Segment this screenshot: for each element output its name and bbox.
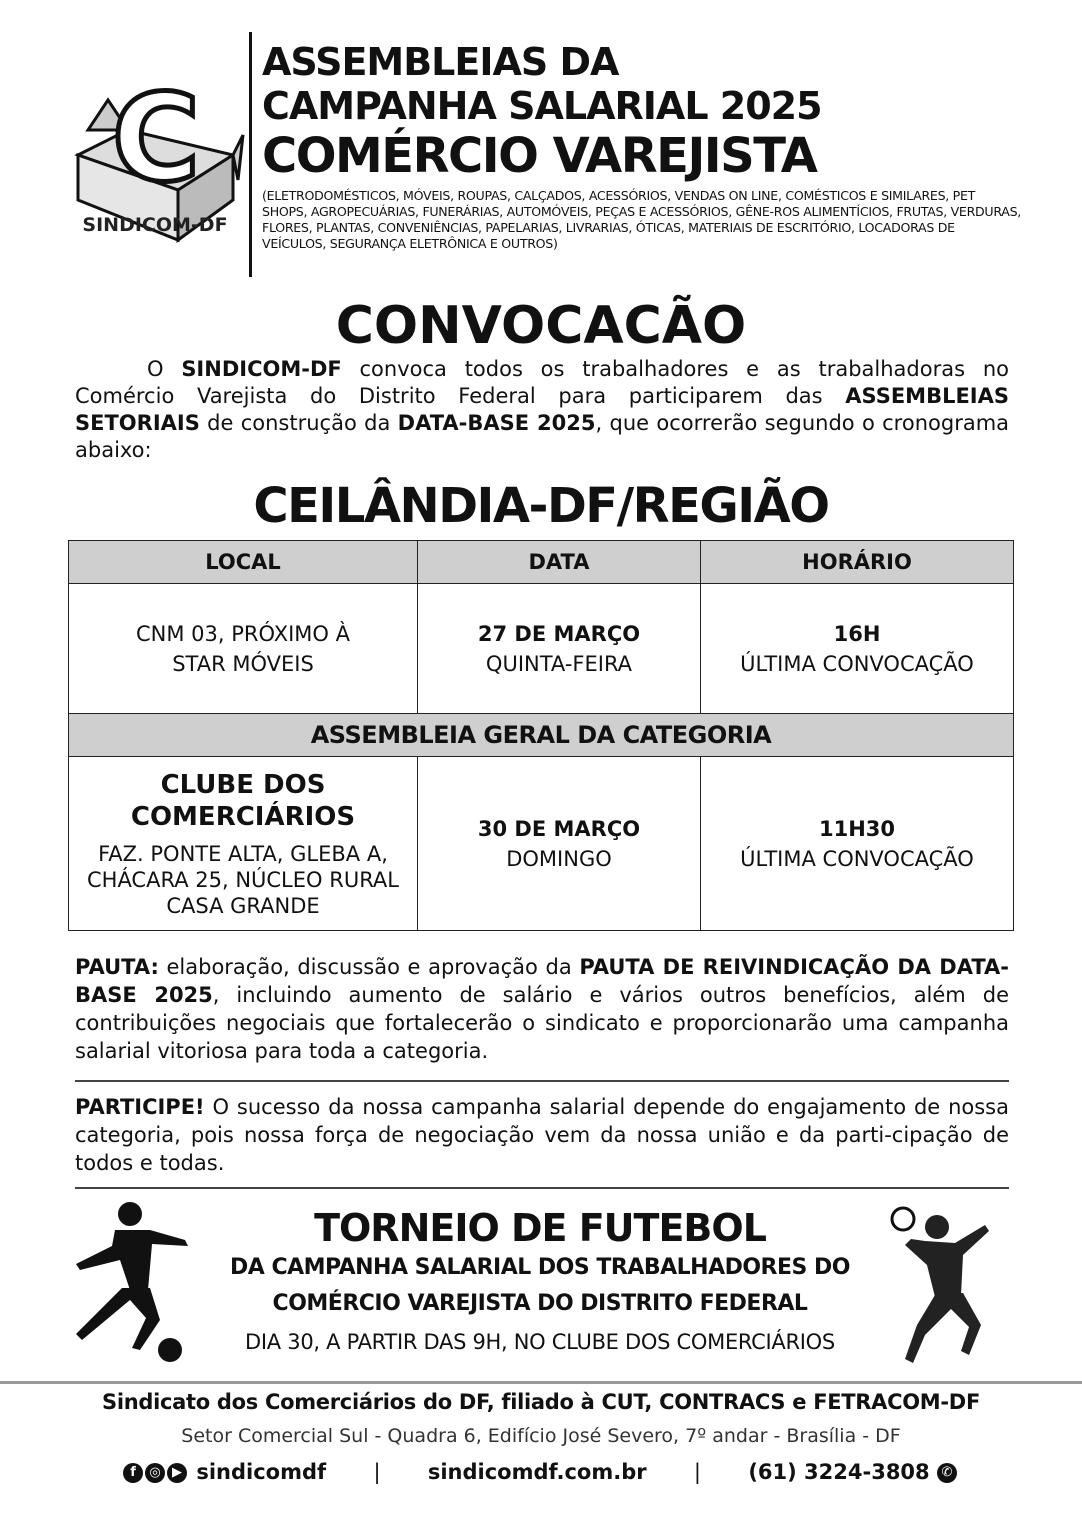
social-handle[interactable]: sindicomdf	[196, 1460, 327, 1484]
row1-time: 16H ÚLTIMA CONVOCAÇÃO	[701, 584, 1014, 714]
convocacao-text: O SINDICOM-DF convoca todos os trabalhadores e as trabalhadoras no Comércio Varejista do Distrito Federal para participarem das ASSEMBLEIAS SETORIAIS de construção da DATA-BASE 2025, que ocorrerão segundo o cronograma abaixo:	[75, 357, 1010, 462]
torneio-title: TORNEIO DE FUTEBOL	[314, 1206, 766, 1250]
header-horario: HORÁRIO	[701, 541, 1014, 584]
website-link[interactable]: sindicomdf.com.br	[427, 1460, 647, 1484]
row1-date: 27 DE MARÇO QUINTA-FEIRA	[418, 584, 701, 714]
instagram-icon: ◎	[145, 1463, 165, 1483]
row2-local: CLUBE DOS COMERCIÁRIOS FAZ. PONTE ALTA, GLEBA A, CHÁCARA 25, NÚCLEO RURAL CASA GRANDE	[69, 757, 418, 931]
phone-number[interactable]: (61) 3224-3808	[748, 1460, 930, 1484]
torneio-sub-2: COMÉRCIO VAREJISTA DO DISTRITO FEDERAL	[272, 1291, 808, 1316]
divider	[75, 1080, 1009, 1082]
footer-affiliation: Sindicato dos Comerciários do DF, filiado à CUT, CONTRACS e FETRACOM-DF	[102, 1390, 980, 1414]
sectors-list: (ELETRODOMÉSTICOS, MÓVEIS, ROUPAS, CALÇADOS, ACESSÓRIOS, VENDAS ON LINE, COMÉSTICOS E SIMILARES, PET SHOPS, AGROPECUÁRIAS, FUNERÁRIAS, AUTOMÓVEIS, PEÇAS E ACESSÓRIOS, GÊNE-ROS ALIMENTÍCIOS, FRUTAS, VERDURAS, FLORES, PLANTAS, CONVENIÊNCIAS, PAPELARIAS, LIVRARIAS, ÓTICAS, MATERIAIS DE ESCRITÓRIO, LOCADORAS DE VEÍCULOS, SEGURANÇA ELETRÔNICA E OUTROS)	[262, 188, 1021, 251]
youtube-icon: ▶	[167, 1463, 187, 1483]
soccer-player-left-icon	[60, 1200, 200, 1370]
table-row	[69, 584, 1014, 714]
torneio-sub-1: DA CAMPANHA SALARIAL DOS TRABALHADORES DO	[230, 1255, 850, 1280]
schedule-table	[68, 540, 1014, 931]
table-header-row	[69, 541, 1014, 584]
section-title: ASSEMBLEIA GERAL DA CATEGORIA	[69, 714, 1014, 757]
footer-contacts: f ◎ ▶ sindicomdf | sindicomdf.com.br | (61) 3224-3808 ✆	[0, 1460, 1082, 1484]
row2-time: 11H30 ÚLTIMA CONVOCAÇÃO	[701, 757, 1014, 931]
footer-divider	[0, 1381, 1082, 1384]
whatsapp-icon: ✆	[937, 1463, 957, 1483]
divider	[75, 1187, 1009, 1189]
pauta-text: PAUTA: elaboração, discussão e aprovação da PAUTA DE REIVINDICAÇÃO DA DATA-BASE 2025, incluindo aumento de salário e vários outros benefícios, além de contribuições negociais que fortalecerão o sindicato e proporcionarão uma campanha salarial vitoriosa para toda a categoria.	[75, 955, 1009, 1063]
logo-text: SINDICOM-DF	[82, 214, 228, 236]
header	[262, 40, 1022, 252]
footer-address: Setor Comercial Sul - Quadra 6, Edifício José Severo, 7º andar - Brasília - DF	[181, 1425, 901, 1447]
region-title: CEILÂNDIA-DF/REGIÃO	[253, 478, 829, 534]
convocacao-title: CONVOCACÃO	[335, 296, 747, 356]
facebook-icon: f	[123, 1463, 143, 1483]
participe-text: PARTICIPE! O sucesso da nossa campanha salarial depende do engajamento de nossa categoria, pois nossa força de negociação vem da nossa união e da parti-cipação de todos e todas.	[75, 1095, 1009, 1175]
header-divider	[249, 32, 252, 277]
header-data: DATA	[418, 541, 701, 584]
torneio-when: DIA 30, A PARTIR DAS 9H, NO CLUBE DOS COMERCIÁRIOS	[245, 1330, 835, 1354]
row1-local: CNM 03, PRÓXIMO À STAR MÓVEIS	[69, 584, 418, 714]
title-line-2: CAMPANHA SALARIAL 2025	[262, 84, 822, 128]
table-row	[69, 757, 1014, 931]
header-local: LOCAL	[69, 541, 418, 584]
logo-letter: C	[111, 70, 201, 209]
title-line-3: COMÉRCIO VAREJISTA	[262, 128, 817, 184]
torneio-section	[190, 1206, 890, 1354]
soccer-player-right-icon	[885, 1205, 1000, 1370]
title-line-1: ASSEMBLEIAS DA	[262, 40, 619, 84]
row2-date: 30 DE MARÇO DOMINGO	[418, 757, 701, 931]
